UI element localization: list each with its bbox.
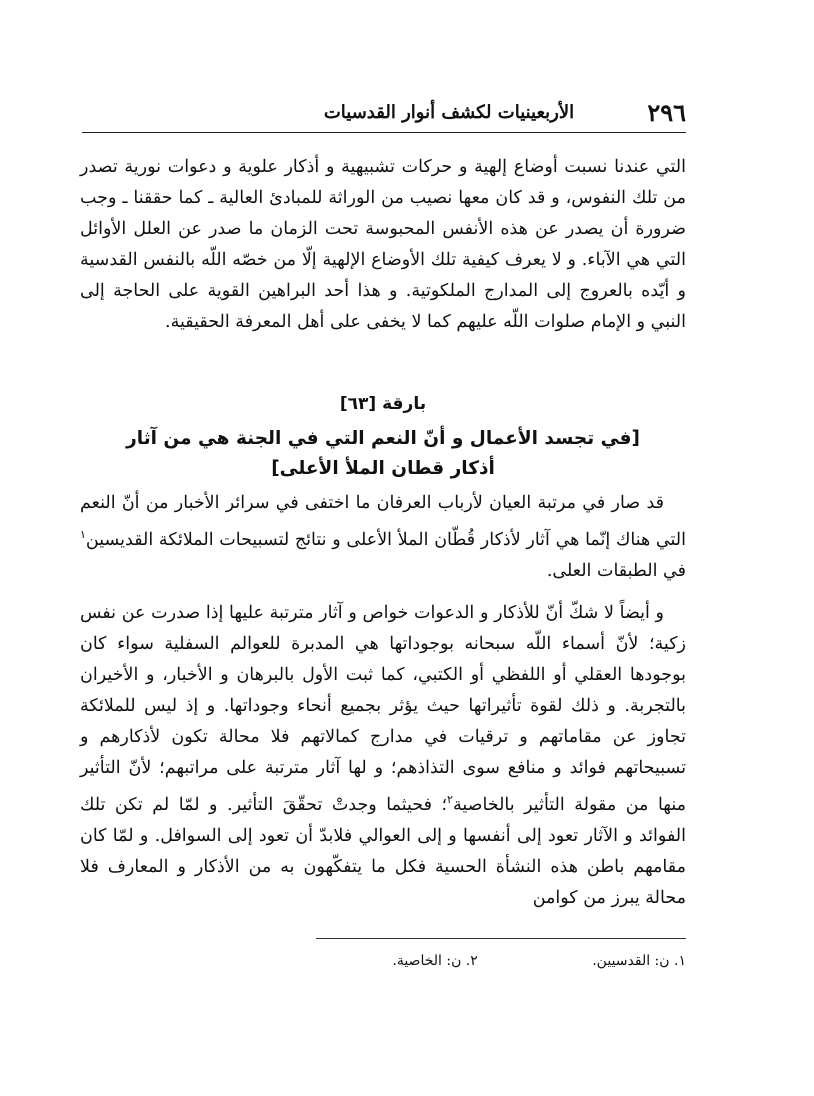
paragraph-1 bbox=[80, 152, 686, 338]
section-title-line-1: [في تجسد الأعمال و أنّ النعم التي في الجنة هي من آثار bbox=[126, 428, 640, 449]
footnote-2: ٢. ن: الخاصية. bbox=[392, 953, 478, 969]
footnote-1: ١. ن: القدسيين. bbox=[592, 953, 686, 969]
section-title-line-2: أذكار قطان الملأ الأعلى] bbox=[271, 458, 495, 479]
page-number: ٢٩٦ bbox=[647, 98, 686, 127]
paragraph-1-text: التي عندنا نسبت أوضاع إلهية و حركات تشبيهية و أذكار علوية و دعوات نورية تصدر من تلك النفوس، و قد كان معها نصيب من الوراثة للمبادئ العالية ـ كما حققنا ـ وجب ضرورة أن يصدر عن هذه الأنفس المحبوسة تحت الزمان ما صدر عن العلل الأوائل التي هي الآباء. و لا يعرف كيفية تلك الأوضاع الإلهية إلّا من خصّه اللّه بالنفس القدسية و أيّده بالعروج إلى المدارج الملكوتية. و هذا أحد البراهين القوية على الحاجة إلى النبي و الإمام صلوات اللّه عليهم كما لا يخفى على أهل المعرفة الحقيقية. bbox=[80, 157, 686, 332]
running-title: الأربعينيات لكشف أنوار القدسيات bbox=[323, 102, 575, 123]
paragraph-3-main: و أيضاً لا شكّ أنّ للأذكار و الدعوات خواص و آثار مترتبة عليها إذا صدرت عن نفس زكية؛ لأنّ أسماء اللّه سبحانه بوجوداتها هي المدبرة للعوالم السفلية سواء كان بوجودها العقلي أو اللفظي أو الكتبي، كما ثبت الأول بالبرهان و الأخبار، و الأخيران بالتجربة. و ذلك لقوة تأثيراتها حيث يؤثر بجميع أنحاء وجوداتها. و إذ ليس للملائكة تجاوز عن مقاماتهم و ترقيات في مدارج كمالاتهم فلا محالة تكون لأذكارهم و تسبيحاتهم فوائد و منافع سوى التذاذهم؛ و لها آثار مترتبة على مراتبهم؛ لأنّ التأثير منها من مقولة التأثير بالخاصية bbox=[80, 603, 686, 815]
paragraph-3 bbox=[80, 598, 686, 914]
paragraph-2-text bbox=[80, 488, 686, 587]
footnote-ref-2[interactable]: ٢ bbox=[447, 793, 453, 806]
page-header bbox=[82, 98, 686, 133]
paragraph-3-text bbox=[80, 598, 686, 914]
footnotes bbox=[80, 950, 686, 972]
footnote-ref-1[interactable]: ١ bbox=[80, 528, 86, 541]
footnote-divider bbox=[316, 938, 686, 939]
paragraph-2-main: قد صار في مرتبة العيان لأرباب العرفان ما اختفى في سرائر الأخبار من أنّ النعم التي هناك إنّما هي آثار لأذكار قُطّان الملأ الأعلى و نتائج لتسبيحات الملائكة القديسين bbox=[80, 493, 686, 550]
paragraph-2 bbox=[80, 488, 686, 587]
paragraph-2-tail: في الطبقات العلى. bbox=[546, 560, 686, 581]
paragraph-3-tail: ؛ فحيثما وجدتْ تحقّقَ التأثير. و لمّا لم تكن تلك الفوائد و الآثار تعود إلى أنفسها و إلى العوالي فلابدّ أن تعود إلى السوافل. و لمّا كان مقامهم باطن هذه النشأة الحسية فكل ما يتفكّهون به من الأذكار و المعارف فلا محالة يبرز من كوامن bbox=[80, 794, 686, 908]
section-number: بارقة [٦٣] bbox=[339, 394, 427, 414]
